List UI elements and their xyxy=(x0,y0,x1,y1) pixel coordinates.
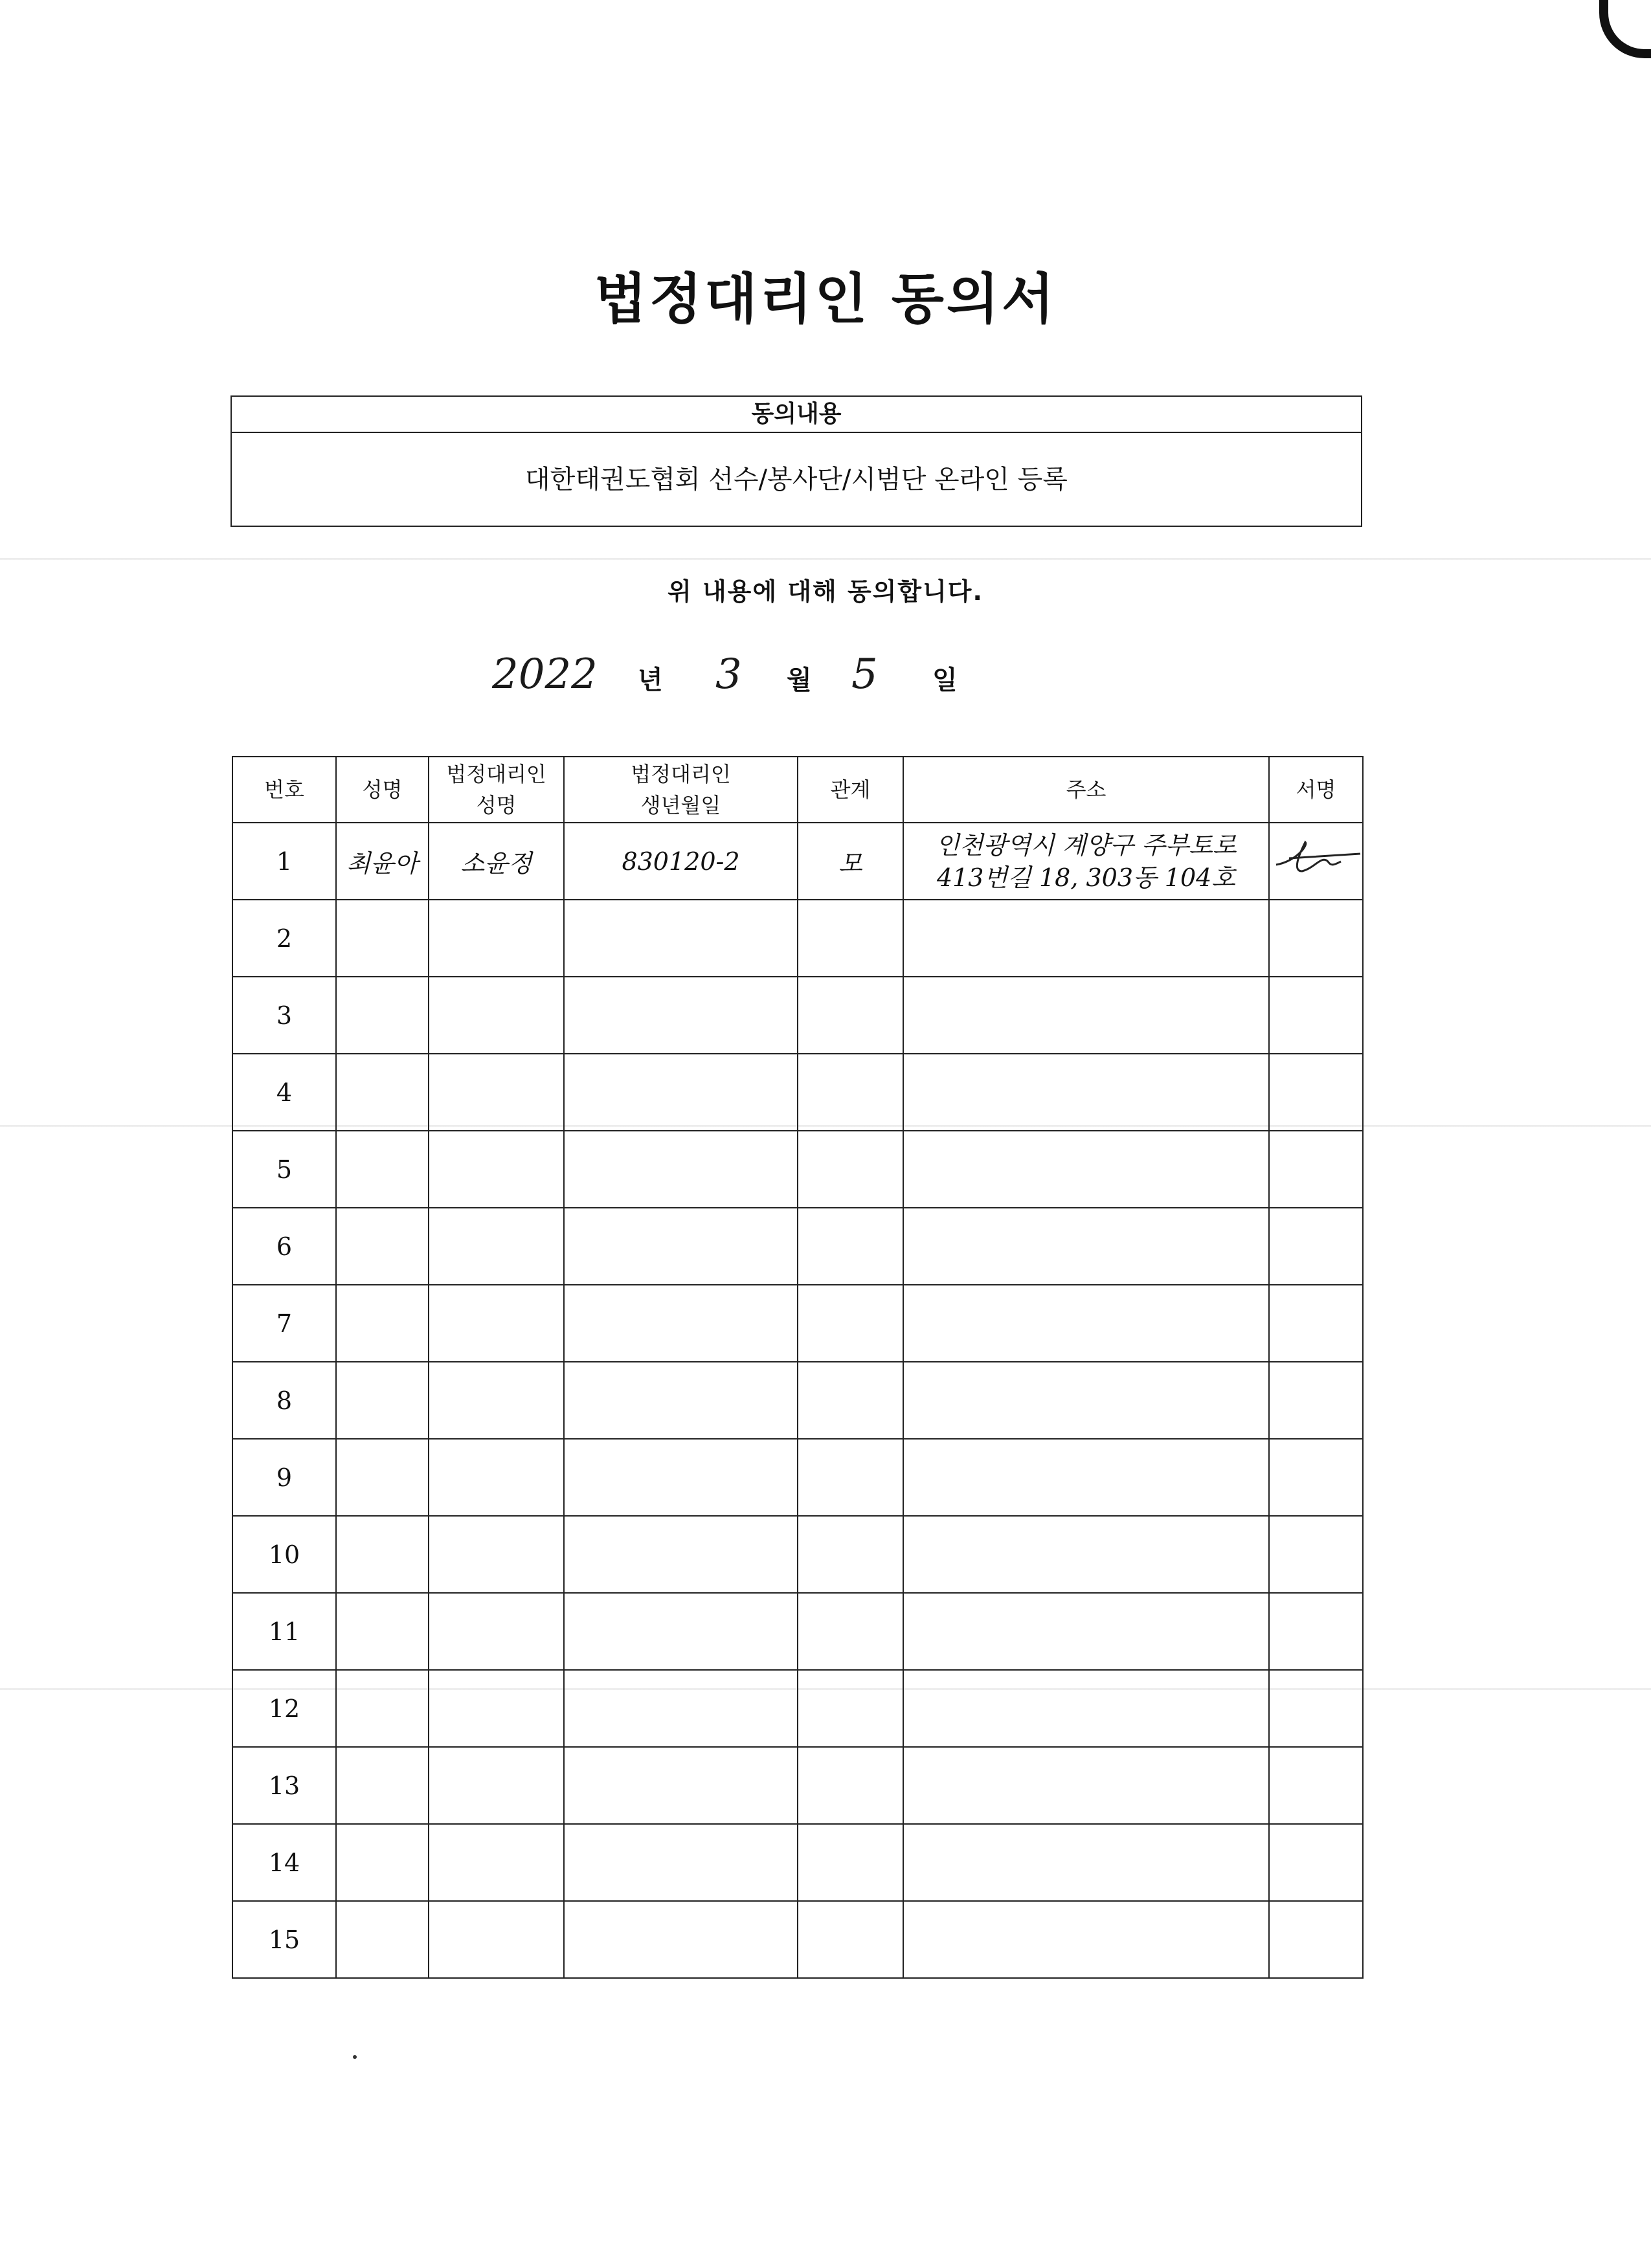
row-number-cell: 15 xyxy=(232,1901,336,1978)
student-name-cell xyxy=(336,977,429,1054)
relation-cell xyxy=(798,1747,903,1824)
relation-cell xyxy=(798,1670,903,1747)
signature-cell xyxy=(1269,1593,1363,1670)
address-cell xyxy=(903,1747,1269,1824)
relation-cell xyxy=(798,1208,903,1285)
date-month-label: 월 xyxy=(787,665,812,695)
student-name-cell xyxy=(336,1747,429,1824)
table-row xyxy=(232,1285,1363,1362)
date-day-label: 일 xyxy=(932,665,958,695)
guardian-birthdate-cell xyxy=(564,1362,798,1439)
relation-cell xyxy=(798,1516,903,1593)
guardian-birthdate-cell xyxy=(564,1901,798,1978)
row-number-cell: 3 xyxy=(232,977,336,1054)
student-name-cell xyxy=(336,1516,429,1593)
table-row xyxy=(232,977,1363,1054)
table-row xyxy=(232,1901,1363,1978)
row-number-cell: 8 xyxy=(232,1362,336,1439)
guardian-birthdate-cell: 830120-2 xyxy=(564,823,798,900)
consent-box xyxy=(230,395,1362,527)
signature-cell xyxy=(1269,1208,1363,1285)
guardian-birthdate-cell xyxy=(564,1285,798,1362)
guardian-name-cell xyxy=(429,1747,564,1824)
relation-cell xyxy=(798,977,903,1054)
relation-cell xyxy=(798,1593,903,1670)
table-row xyxy=(232,1747,1363,1824)
signature-cell xyxy=(1269,1747,1363,1824)
handwritten-signature xyxy=(1270,836,1367,881)
student-name-cell xyxy=(336,1824,429,1901)
row-number-cell: 11 xyxy=(232,1593,336,1670)
address-cell xyxy=(903,823,1269,900)
guardian-name-cell: 소윤정 xyxy=(429,823,564,900)
guardian-name-cell xyxy=(429,1208,564,1285)
table-row xyxy=(232,1439,1363,1516)
header-signature: 서명 xyxy=(1269,757,1363,823)
guardian-birthdate-cell xyxy=(564,1516,798,1593)
relation-cell xyxy=(798,900,903,977)
table-row xyxy=(232,1362,1363,1439)
row-number-cell: 14 xyxy=(232,1824,336,1901)
guardian-table xyxy=(232,756,1364,1979)
date-line xyxy=(492,650,1010,702)
guardian-birthdate-cell xyxy=(564,1439,798,1516)
table-row xyxy=(232,1593,1363,1670)
guardian-name-cell xyxy=(429,1285,564,1362)
guardian-name-cell xyxy=(429,1670,564,1747)
guardian-name-cell xyxy=(429,1439,564,1516)
guardian-birthdate-cell xyxy=(564,1747,798,1824)
address-cell xyxy=(903,1208,1269,1285)
table-row xyxy=(232,900,1363,977)
row-number-cell: 13 xyxy=(232,1747,336,1824)
header-number: 번호 xyxy=(232,757,336,823)
guardian-name-cell xyxy=(429,1131,564,1208)
relation-cell xyxy=(798,1824,903,1901)
row-number-cell: 6 xyxy=(232,1208,336,1285)
guardian-birthdate-cell xyxy=(564,1054,798,1131)
row-number-cell: 9 xyxy=(232,1439,336,1516)
date-year-handwritten: 2022 xyxy=(492,650,598,698)
document-title: 법정대리인 동의서 xyxy=(594,267,1057,331)
guardian-birthdate-cell xyxy=(564,900,798,977)
guardian-name-cell xyxy=(429,1593,564,1670)
guardian-name-cell xyxy=(429,900,564,977)
table-row xyxy=(232,823,1363,900)
relation-cell xyxy=(798,1131,903,1208)
guardian-name-cell xyxy=(429,1516,564,1593)
guardian-name-cell xyxy=(429,977,564,1054)
row-number-cell: 10 xyxy=(232,1516,336,1593)
date-day-handwritten: 5 xyxy=(851,650,878,698)
table-row xyxy=(232,1054,1363,1131)
address-cell xyxy=(903,1131,1269,1208)
address-line-1: 인천광역시 계양구 주부토로 xyxy=(936,830,1237,860)
student-name-cell xyxy=(336,1054,429,1131)
signature-cell xyxy=(1269,1131,1363,1208)
guardian-birthdate-cell xyxy=(564,1670,798,1747)
signature-cell xyxy=(1269,1439,1363,1516)
header-relation: 관계 xyxy=(798,757,903,823)
relation-cell xyxy=(798,1901,903,1978)
guardian-name-cell xyxy=(429,1362,564,1439)
guardian-birthdate-cell xyxy=(564,1131,798,1208)
header-name: 성명 xyxy=(336,757,429,823)
student-name-cell xyxy=(336,1593,429,1670)
signature-cell xyxy=(1269,1670,1363,1747)
row-number-cell: 1 xyxy=(232,823,336,900)
table-header-row xyxy=(232,757,1363,823)
address-cell xyxy=(903,1516,1269,1593)
table-row xyxy=(232,1670,1363,1747)
signature-cell xyxy=(1269,1516,1363,1593)
student-name-cell: 최윤아 xyxy=(336,823,429,900)
agreement-statement: 위 내용에 대해 동의합니다. xyxy=(668,577,983,606)
date-month-handwritten: 3 xyxy=(715,650,742,698)
relation-cell xyxy=(798,1362,903,1439)
table-row xyxy=(232,1131,1363,1208)
address-line-2: 413번길 18, 303동 104호 xyxy=(936,863,1236,892)
signature-cell xyxy=(1269,823,1363,900)
relation-cell xyxy=(798,1285,903,1362)
address-cell xyxy=(903,1362,1269,1439)
address-cell xyxy=(903,1285,1269,1362)
header-address: 주소 xyxy=(903,757,1269,823)
guardian-birthdate-cell xyxy=(564,977,798,1054)
guardian-name-cell xyxy=(429,1054,564,1131)
guardian-name-cell xyxy=(429,1901,564,1978)
relation-cell xyxy=(798,1439,903,1516)
student-name-cell xyxy=(336,1131,429,1208)
table-row xyxy=(232,1516,1363,1593)
signature-cell xyxy=(1269,1824,1363,1901)
row-number-cell: 7 xyxy=(232,1285,336,1362)
relation-cell xyxy=(798,1054,903,1131)
address-cell xyxy=(903,900,1269,977)
header-guardian-birth: 법정대리인 생년월일 xyxy=(564,757,798,823)
row-number-cell: 2 xyxy=(232,900,336,977)
table-row xyxy=(232,1824,1363,1901)
relation-cell: 모 xyxy=(798,823,903,900)
student-name-cell xyxy=(336,900,429,977)
table-row xyxy=(232,1208,1363,1285)
address-cell xyxy=(903,1824,1269,1901)
signature-cell xyxy=(1269,1901,1363,1978)
guardian-birthdate-cell xyxy=(564,1824,798,1901)
consent-header: 동의내용 xyxy=(232,397,1361,433)
student-name-cell xyxy=(336,1439,429,1516)
signature-cell xyxy=(1269,977,1363,1054)
consent-body: 대한태권도협회 선수/봉사단/시범단 온라인 등록 xyxy=(525,465,1068,495)
guardian-name-cell xyxy=(429,1824,564,1901)
address-cell xyxy=(903,977,1269,1054)
scan-corner-mark xyxy=(1599,0,1651,58)
guardian-birthdate-cell xyxy=(564,1208,798,1285)
student-name-cell xyxy=(336,1670,429,1747)
guardian-birthdate-cell xyxy=(564,1593,798,1670)
student-name-cell xyxy=(336,1208,429,1285)
student-name-cell xyxy=(336,1362,429,1439)
address-cell xyxy=(903,1593,1269,1670)
signature-cell xyxy=(1269,1054,1363,1131)
address-cell xyxy=(903,1439,1269,1516)
signature-cell xyxy=(1269,900,1363,977)
signature-cell xyxy=(1269,1285,1363,1362)
student-name-cell xyxy=(336,1901,429,1978)
date-year-label: 년 xyxy=(638,665,663,695)
address-cell xyxy=(903,1901,1269,1978)
address-cell xyxy=(903,1054,1269,1131)
paper-fold-line xyxy=(0,558,1651,560)
address-cell xyxy=(903,1670,1269,1747)
header-guardian-name: 법정대리인 성명 xyxy=(429,757,564,823)
signature-cell xyxy=(1269,1362,1363,1439)
row-number-cell: 12 xyxy=(232,1670,336,1747)
row-number-cell: 4 xyxy=(232,1054,336,1131)
scan-speck xyxy=(353,2055,357,2059)
row-number-cell: 5 xyxy=(232,1131,336,1208)
student-name-cell xyxy=(336,1285,429,1362)
